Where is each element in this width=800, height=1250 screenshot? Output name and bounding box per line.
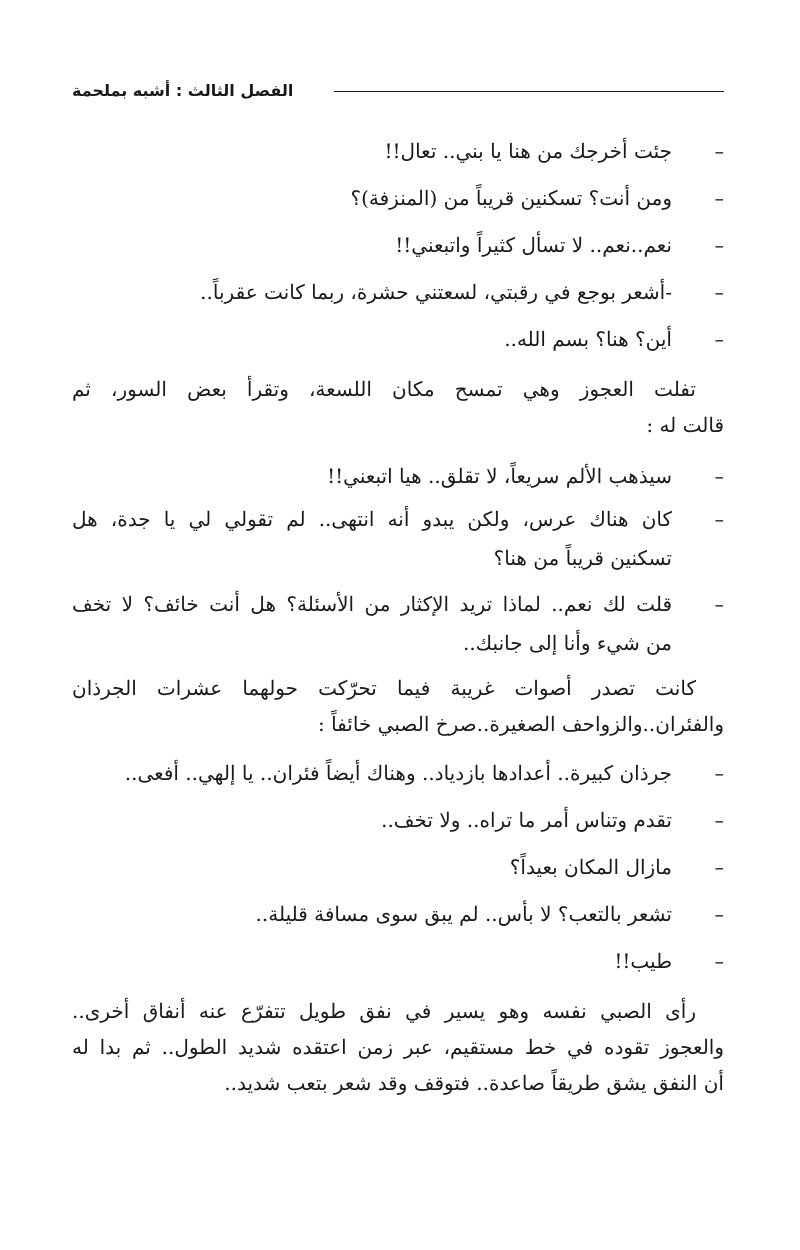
dialogue-dash: – [714, 466, 724, 488]
dialogue-line [72, 316, 724, 363]
dialogue-dash: – [714, 904, 724, 926]
page-body [72, 128, 724, 1101]
dialogue-dash: – [714, 235, 724, 257]
dialogue-text: سيذهب الألم سريعاً، لا تقلق.. هيا اتبعني!! [327, 464, 672, 488]
chapter-title: الفصل الثالث : أشبه بملحمة [72, 81, 294, 100]
header-rule [334, 91, 724, 92]
dialogue-dash: – [714, 763, 724, 785]
narrative-paragraph [72, 670, 724, 742]
dialogue-text: تشعر بالتعب؟ لا بأس.. لم يبق سوى مسافة قليلة.. [255, 902, 672, 926]
dialogue-line [72, 453, 724, 500]
running-header [72, 80, 724, 104]
dialogue-text: تقدم وتناس أمر ما تراه.. ولا تخف.. [381, 808, 672, 832]
dialogue-text: أين؟ هنا؟ بسم الله.. [504, 327, 672, 351]
narrative-paragraph [72, 993, 724, 1101]
dialogue-line [72, 891, 724, 938]
dialogue-dash: – [714, 951, 724, 973]
dialogue-dash: – [714, 594, 724, 616]
paragraph-line: رأى الصبي نفسه وهو يسير في نفق طويل تتفرّع عنه أنفاق أخرى.. [72, 999, 696, 1023]
dialogue-text: نعم..نعم.. لا تسأل كثيراً واتبعني!! [395, 233, 672, 257]
dialogue-text: جرذان كبيرة.. أعدادها بازدياد.. وهناك أيضاً فئران.. يا إلهي.. أفعى.. [124, 761, 672, 785]
book-page [72, 0, 724, 1250]
dialogue-line [72, 175, 724, 222]
dialogue-dash: – [714, 857, 724, 879]
dialogue-line [72, 128, 724, 175]
dialogue-text: مازال المكان بعيداً؟ [509, 855, 672, 879]
dialogue-dash: – [714, 810, 724, 832]
dialogue-text-continued: تسكنين قريباً من هنا؟ [493, 546, 672, 570]
dialogue-dash: – [714, 329, 724, 351]
paragraph-line: والعجوز تقوده في خط مستقيم، عبر زمن اعتقده شديد الطول.. ثم بدا له [72, 1035, 724, 1059]
dialogue-line-multi [72, 585, 724, 662]
dialogue-line-multi [72, 500, 724, 577]
paragraph-line: كانت تصدر أصوات غريبة فيما تحرّكت حولهما عشرات الجرذان [72, 676, 696, 700]
dialogue-dash: – [714, 141, 724, 163]
dialogue-text-continued: من شيء وأنا إلى جانبك.. [462, 631, 672, 655]
dialogue-text: جئت أخرجك من هنا يا بني.. تعال!! [384, 139, 672, 163]
dialogue-line [72, 938, 724, 985]
dialogue-text: -أشعر بوجع في رقبتي، لسعتني حشرة، ربما كانت عقرباً.. [200, 280, 672, 304]
dialogue-text: قلت لك نعم.. لماذا تريد الإكثار من الأسئلة؟ هل أنت خائف؟ لا تخف [72, 592, 672, 616]
dialogue-dash: – [714, 188, 724, 210]
dialogue-dash: – [714, 509, 724, 531]
dialogue-line [72, 797, 724, 844]
dialogue-line [72, 844, 724, 891]
dialogue-text: طيب!! [614, 949, 672, 973]
dialogue-line [72, 222, 724, 269]
narrative-paragraph [72, 371, 724, 443]
dialogue-text: ومن أنت؟ تسكنين قريباً من (المنزفة)؟ [350, 186, 672, 210]
paragraph-line: تفلت العجوز وهي تمسح مكان اللسعة، وتقرأ بعض السور، ثم [72, 377, 696, 401]
dialogue-dash: – [714, 282, 724, 304]
paragraph-line: أن النفق يشق طريقاً صاعدة.. فتوقف وقد شعر بتعب شديد.. [224, 1071, 724, 1095]
paragraph-line: قالت له : [646, 413, 724, 437]
paragraph-line: والفئران..والزواحف الصغيرة..صرخ الصبي خائفاً : [317, 712, 724, 736]
dialogue-line [72, 269, 724, 316]
dialogue-text: كان هناك عرس، ولكن يبدو أنه انتهى.. لم تقولي لي يا جدة، هل [72, 507, 672, 531]
dialogue-line [72, 750, 724, 797]
